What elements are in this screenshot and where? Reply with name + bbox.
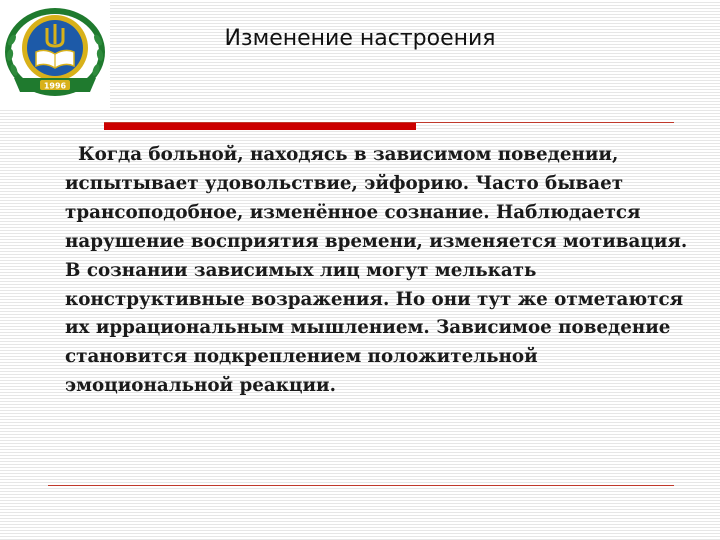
body-line: конструктивные возражения. Но они тут же отметаются: [65, 288, 684, 310]
body-line: Когда больной, находясь в зависимом поведении,: [78, 144, 619, 165]
bottom-divider: [48, 485, 674, 486]
accent-bar: [104, 123, 416, 130]
slide-body: [65, 141, 705, 401]
emblem-year: 1996: [43, 81, 67, 91]
body-line: В сознании зависимых лиц могут мелькать: [65, 259, 537, 281]
body-line: их иррациональным мышлением. Зависимое поведение: [65, 317, 671, 339]
university-crest-icon: [0, 0, 110, 110]
body-line: нарушение восприятия времени, изменяется мотивация.: [65, 230, 688, 252]
logo: [0, 0, 110, 110]
body-line: эмоциональной реакции.: [65, 375, 336, 397]
body-line: испытывает удовольствие, эйфорию. Часто бывает: [65, 172, 624, 194]
slide-title: Изменение настроения: [224, 26, 496, 51]
body-line: становится подкреплением положительной: [65, 346, 538, 368]
body-line: трансоподобное, изменённое сознание. Наблюдается: [65, 201, 641, 223]
